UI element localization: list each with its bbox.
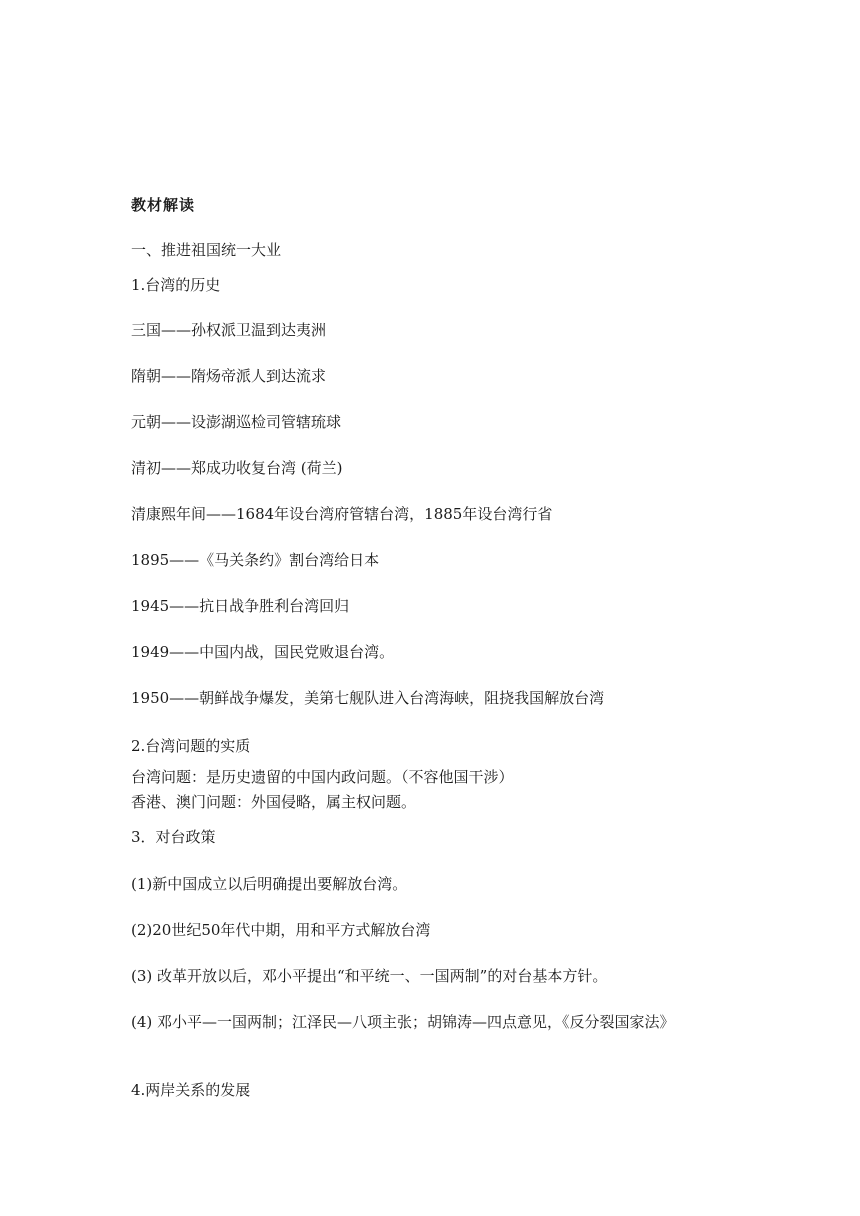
subsection-heading: 2.台湾问题的实质 xyxy=(131,737,251,755)
essence-item: 台湾问题：是历史遗留的中国内政问题。（不容他国干涉） xyxy=(131,768,514,786)
policy-item: (4) 邓小平—一国两制；江泽民—八项主张；胡锦涛—四点意见，《反分裂国家法》 xyxy=(131,1013,675,1031)
document-page xyxy=(131,0,771,1216)
section-heading: 一、推进祖国统一大业 xyxy=(131,241,282,259)
document-title: 教材解读 xyxy=(131,196,196,214)
history-item: 隋朝——隋炀帝派人到达流求 xyxy=(131,367,327,385)
history-item: 三国——孙权派卫温到达夷洲 xyxy=(131,321,327,339)
history-item: 清康熙年间——1684年设台湾府管辖台湾，1885年设台湾行省 xyxy=(131,505,553,523)
history-item: 元朝——设澎湖巡检司管辖琉球 xyxy=(131,413,342,431)
policy-item: (3) 改革开放以后，邓小平提出“和平统一、一国两制”的对台基本方针。 xyxy=(131,967,608,985)
policy-item: (1)新中国成立以后明确提出要解放台湾。 xyxy=(131,875,408,893)
history-item: 1949——中国内战，国民党败退台湾。 xyxy=(131,643,395,661)
history-item: 1895——《马关条约》割台湾给日本 xyxy=(131,551,380,569)
policy-item: (2)20世纪50年代中期，用和平方式解放台湾 xyxy=(131,921,431,939)
subsection-heading: 4.两岸关系的发展 xyxy=(131,1081,251,1099)
subsection-heading: 3．对台政策 xyxy=(131,828,216,846)
history-item: 清初——郑成功收复台湾 (荷兰) xyxy=(131,459,343,477)
essence-item: 香港、澳门问题：外国侵略，属主权问题。 xyxy=(131,793,417,811)
history-item: 1950——朝鲜战争爆发，美第七舰队进入台湾海峡，阻挠我国解放台湾 xyxy=(131,689,605,707)
subsection-heading: 1.台湾的历史 xyxy=(131,276,221,294)
history-item: 1945——抗日战争胜利台湾回归 xyxy=(131,597,350,615)
